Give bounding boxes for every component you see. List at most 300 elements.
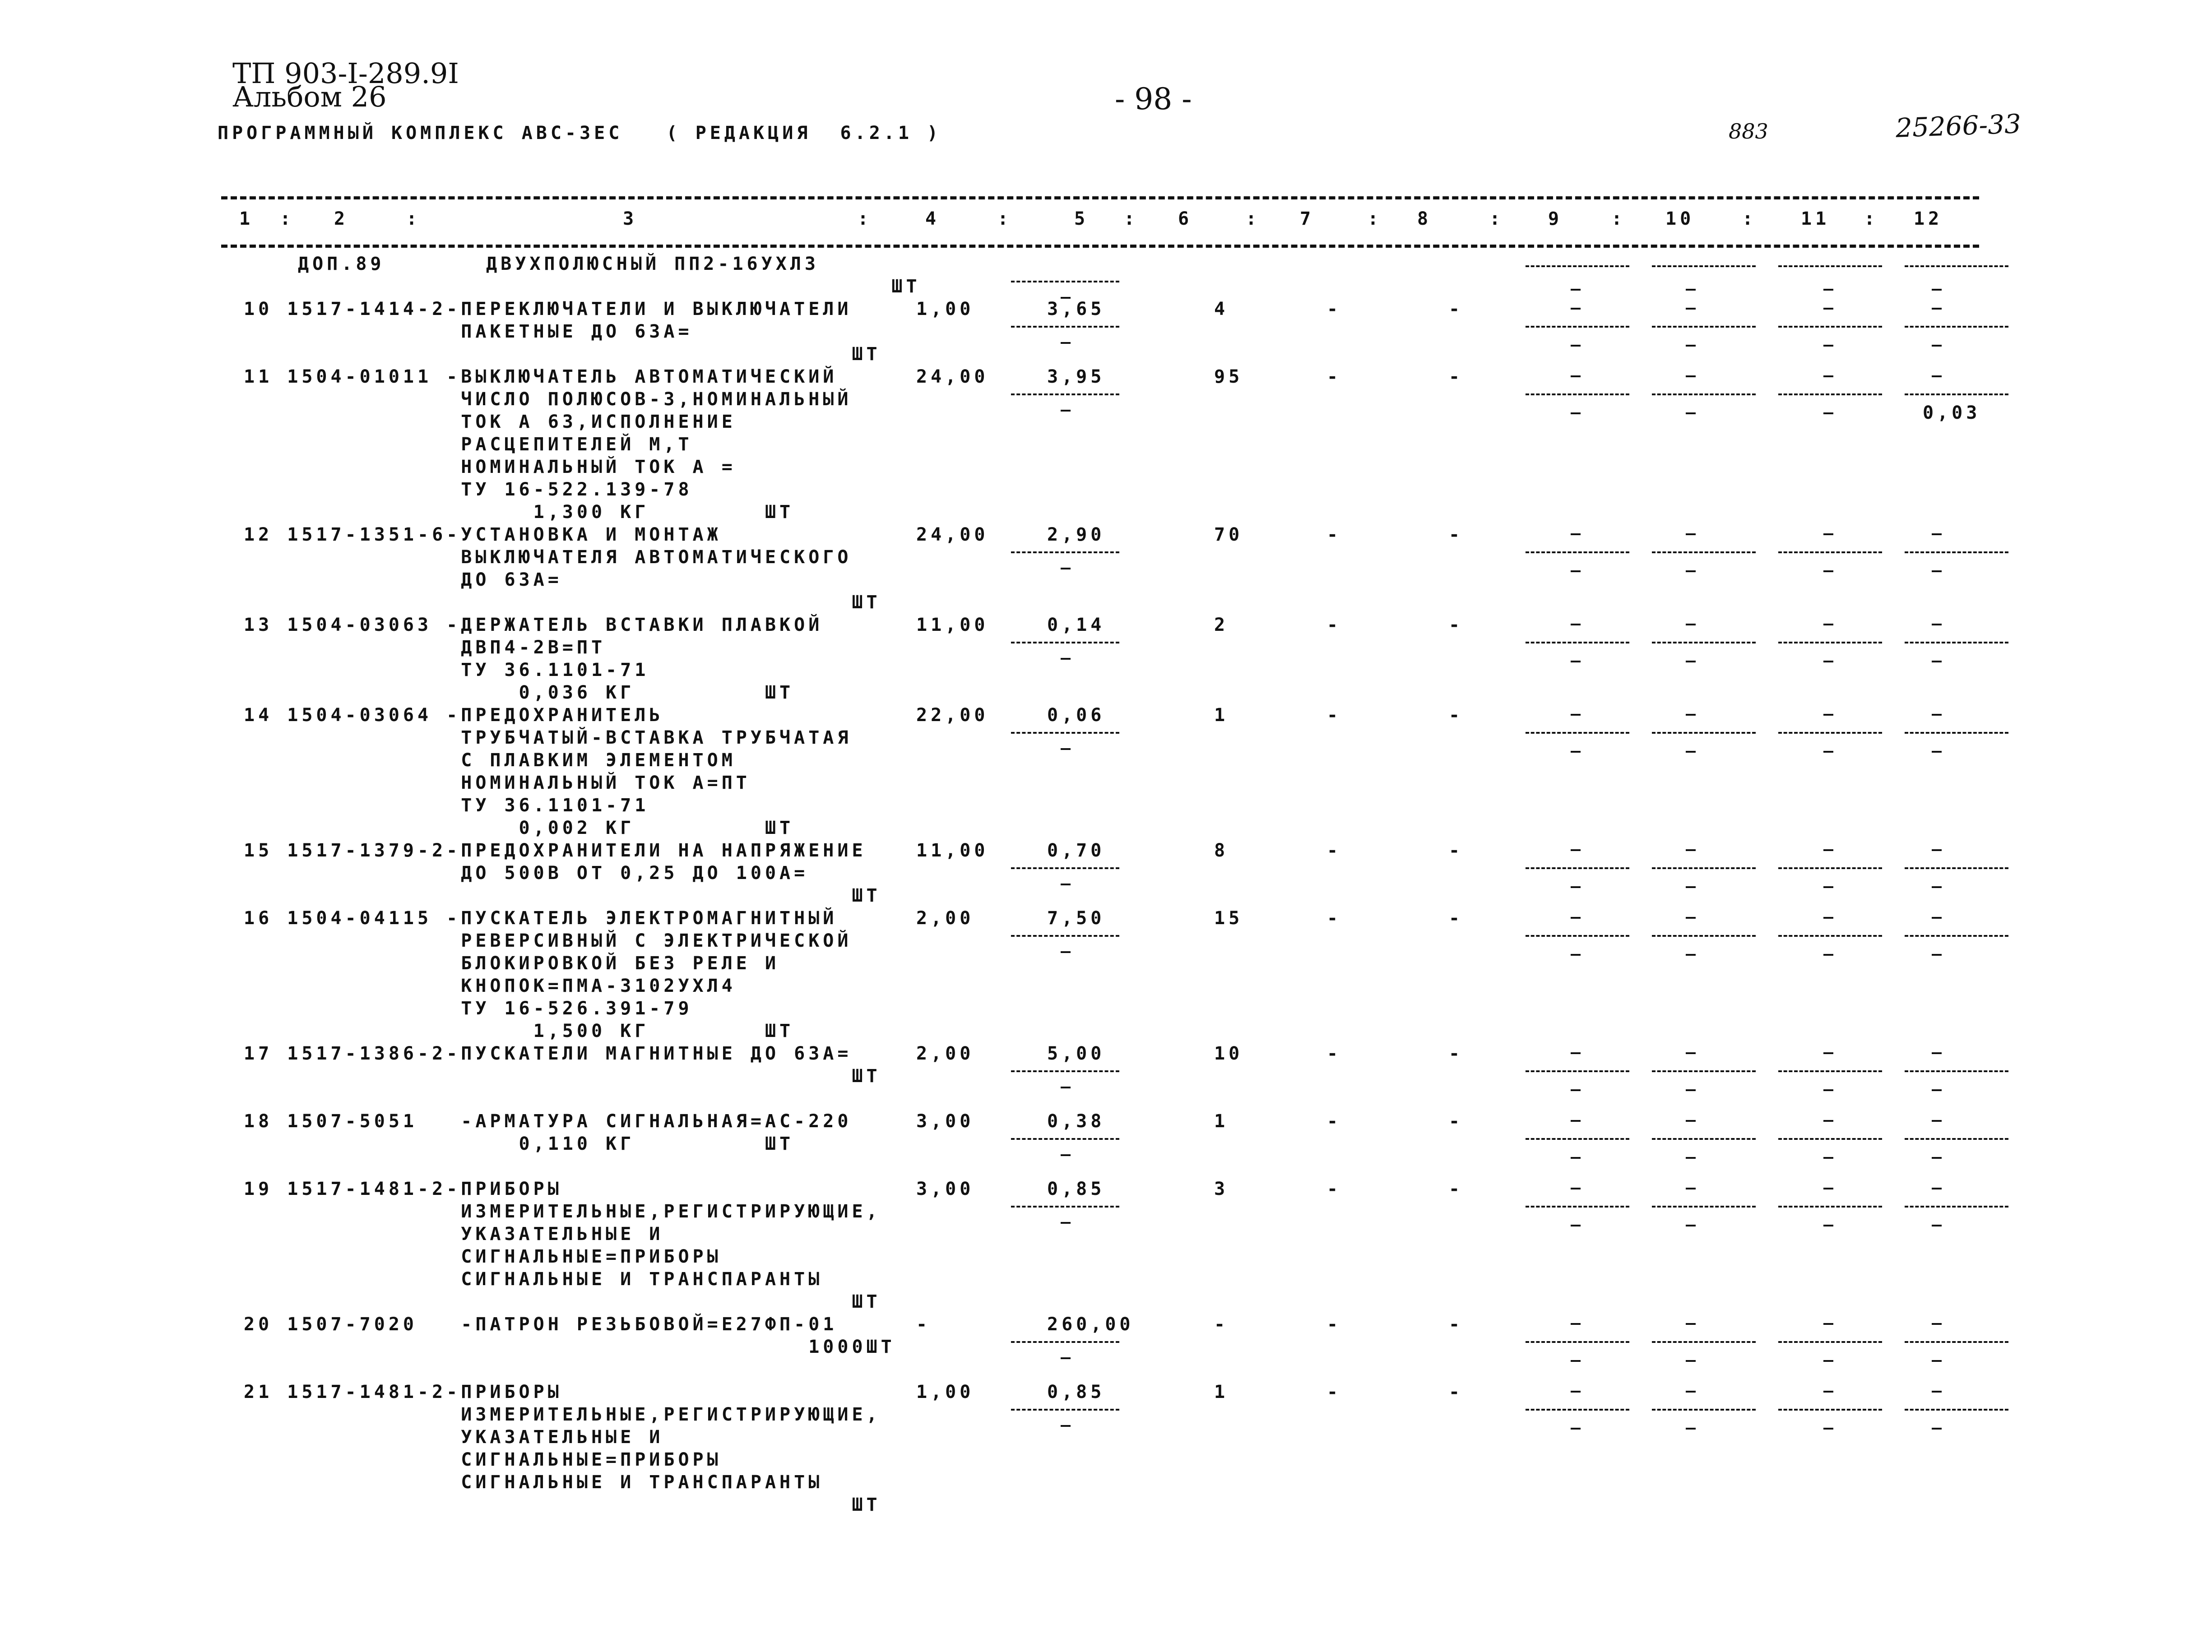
- dash-mark: [1686, 624, 1696, 625]
- dash-rule-segment: [1778, 265, 1882, 267]
- dash-mark: [1686, 1188, 1696, 1189]
- cell-c6: 8: [1214, 840, 1229, 861]
- dash-mark: [1571, 849, 1581, 851]
- dash-rule-segment: [1652, 1341, 1756, 1343]
- dash-rule-segment: [1652, 642, 1756, 643]
- dash-mark: [1686, 751, 1696, 753]
- dash-rule-segment: [1526, 1070, 1629, 1072]
- dash-mark: [1823, 1188, 1833, 1189]
- dash-mark: [1061, 1222, 1071, 1224]
- dash-rule-segment: [1905, 326, 2008, 328]
- cell-c7: -: [1327, 366, 1342, 387]
- dash-mark: [1932, 954, 1942, 956]
- dash-mark: [1932, 570, 1942, 572]
- dash-rule-segment: [1905, 642, 2008, 643]
- cell-c8: -: [1449, 908, 1464, 929]
- cell-c5: 5,00: [1047, 1043, 1105, 1064]
- dash-rule-segment: [1778, 326, 1882, 328]
- dash-rule-segment: [1905, 1409, 2008, 1411]
- cell-c8: -: [1449, 705, 1464, 726]
- cell-c4: 2,00: [916, 1043, 974, 1064]
- column-separator: :: [280, 208, 295, 229]
- dash-rule-segment: [1526, 732, 1629, 734]
- dash-rule-segment: [1526, 1138, 1629, 1140]
- row-description-line: 0,002 КГ ШТ: [244, 818, 794, 838]
- row-description: 17 1517-1386-2-ПУСКАТЕЛИ МАГНИТНЫЕ ДО 63А=: [244, 1043, 852, 1064]
- cell-c6: 15: [1214, 908, 1243, 929]
- dash-rule-segment: [1778, 867, 1882, 869]
- dash-mark: [1823, 751, 1833, 753]
- dash-mark: [1571, 345, 1581, 347]
- dash-mark: [1823, 1157, 1833, 1159]
- dash-mark: [1932, 1188, 1942, 1189]
- dash-mark: [1823, 624, 1833, 625]
- row-description: 12 1517-1351-6-УСТАНОВКА И МОНТАЖ: [244, 524, 722, 545]
- dash-mark: [1823, 954, 1833, 956]
- dash-mark: [1932, 886, 1942, 888]
- cell-c6: 3: [1214, 1179, 1229, 1199]
- dash-mark: [1571, 1120, 1581, 1122]
- cell-c7: -: [1327, 299, 1342, 319]
- cell-c7: -: [1327, 840, 1342, 861]
- cell-c4: 3,00: [916, 1179, 974, 1199]
- dash-mark: [1823, 1120, 1833, 1122]
- dash-mark: [1571, 1052, 1581, 1054]
- cell-c5: 3,95: [1047, 366, 1105, 387]
- cell-c7: -: [1327, 1382, 1342, 1402]
- dash-rule-segment: [1011, 1341, 1119, 1343]
- dash-mark: [1932, 1391, 1942, 1393]
- row-description-line: ВЫКЛЮЧАТЕЛЯ АВТОМАТИЧЕСКОГО: [244, 547, 852, 568]
- row-description-line: 1,500 КГ ШТ: [244, 1021, 794, 1041]
- dash-mark: [1932, 849, 1942, 851]
- cell-c4: 1,00: [916, 299, 974, 319]
- dash-mark: [1686, 1120, 1696, 1122]
- row-description-line: ШТ: [244, 885, 881, 906]
- dash-rule-segment: [1526, 1206, 1629, 1208]
- dash-mark: [1932, 714, 1942, 716]
- dash-mark: [1823, 412, 1833, 414]
- cell-c5: 3,65: [1047, 299, 1105, 319]
- dash-mark: [1823, 570, 1833, 572]
- row-description-line: ШТ: [298, 276, 921, 297]
- row-description-line: ТУ 16-522.139-78: [244, 479, 693, 500]
- dash-rule-segment: [1905, 1341, 2008, 1343]
- dash-mark: [1823, 1360, 1833, 1362]
- row-description: 18 1507-5051 -АРМАТУРА СИГНАЛЬНАЯ=АС-220: [244, 1111, 852, 1132]
- dash-mark: [1686, 661, 1696, 662]
- dash-rule-segment: [1526, 867, 1629, 869]
- cell-c8: -: [1449, 1314, 1464, 1335]
- cell-c8: -: [1449, 366, 1464, 387]
- dash-rule-segment: [1011, 1070, 1119, 1072]
- cell-c8: -: [1449, 615, 1464, 635]
- column-separator: :: [997, 208, 1012, 229]
- cell-c4: 11,00: [916, 615, 989, 635]
- dash-rule-segment: [1011, 326, 1119, 328]
- column-number: 12: [1914, 208, 1943, 229]
- dash-mark: [1823, 714, 1833, 716]
- dash-mark: [1932, 1089, 1942, 1091]
- column-separator: :: [1124, 208, 1139, 229]
- dash-mark: [1571, 886, 1581, 888]
- dash-mark: [1061, 410, 1071, 412]
- column-number: 2: [334, 208, 349, 229]
- row-description-line: НОМИНАЛЬНЫЙ ТОК А =: [244, 457, 736, 477]
- cell-c12: 0,03: [1923, 403, 1981, 423]
- dash-rule-segment: [1652, 551, 1756, 553]
- row-description: 10 1517-1414-2-ПЕРЕКЛЮЧАТЕЛИ И ВЫКЛЮЧАТЕЛИ: [244, 299, 852, 319]
- row-description-line: ПАКЕТНЫЕ ДО 63А=: [244, 321, 693, 342]
- dash-rule-segment: [1905, 1070, 2008, 1072]
- dash-rule-segment: [1778, 1070, 1882, 1072]
- cell-c7: -: [1327, 615, 1342, 635]
- dash-mark: [1932, 624, 1942, 625]
- row-description: 21 1517-1481-2-ПРИБОРЫ: [244, 1382, 562, 1402]
- dash-rule-segment: [1905, 732, 2008, 734]
- dash-rule-segment: [1011, 281, 1119, 282]
- dash-rule-segment: [1526, 1341, 1629, 1343]
- row-description-line: СИГНАЛЬНЫЕ И ТРАНСПАРАНТЫ: [244, 1472, 823, 1493]
- row-description-line: ШТ: [244, 592, 881, 613]
- row-description: ДОП.89 ДВУХПОЛЮСНЫЙ ПП2-16УХЛ3: [298, 254, 819, 274]
- dash-mark: [1686, 533, 1696, 535]
- dash-mark: [1061, 658, 1071, 660]
- dash-rule-segment: [1652, 1206, 1756, 1208]
- dash-rule-segment: [1011, 935, 1119, 937]
- dash-mark: [1823, 375, 1833, 377]
- row-description-line: РЕВЕРСИВНЫЙ С ЭЛЕКТРИЧЕСКОЙ: [244, 930, 852, 951]
- dash-rule-segment: [1652, 1070, 1756, 1072]
- cell-c7: -: [1327, 1043, 1342, 1064]
- dash-mark: [1686, 1360, 1696, 1362]
- dash-mark: [1823, 308, 1833, 310]
- row-description: 14 1504-03064 -ПРЕДОХРАНИТЕЛЬ: [244, 705, 664, 726]
- dash-mark: [1686, 1089, 1696, 1091]
- column-separator: :: [1611, 208, 1626, 229]
- cell-c4: 11,00: [916, 840, 989, 861]
- dash-mark: [1823, 917, 1833, 919]
- cell-c8: -: [1449, 840, 1464, 861]
- dash-mark: [1571, 1089, 1581, 1091]
- dash-mark: [1686, 886, 1696, 888]
- doc-code: ТП 903-I-289.9I: [232, 57, 459, 90]
- dash-mark: [1932, 1428, 1942, 1430]
- dash-mark: [1571, 751, 1581, 753]
- cell-c8: -: [1449, 1111, 1464, 1132]
- dash-rule-segment: [1011, 642, 1119, 643]
- cell-c5: 0,85: [1047, 1382, 1105, 1402]
- dash-mark: [1686, 412, 1696, 414]
- column-separator: :: [1368, 208, 1382, 229]
- cell-c5: 260,00: [1047, 1314, 1134, 1335]
- row-description-line: РАСЦЕПИТЕЛЕЙ М,Т: [244, 434, 693, 455]
- cell-c7: -: [1327, 1111, 1342, 1132]
- row-description-line: ТУ 16-526.391-79: [244, 998, 693, 1019]
- dash-rule-segment: [1011, 1138, 1119, 1140]
- cell-c6: 1: [1214, 1111, 1229, 1132]
- row-description-line: ИЗМЕРИТЕЛЬНЫЕ,РЕГИСТРИРУЮЩИЕ,: [244, 1404, 881, 1425]
- column-number: 9: [1548, 208, 1563, 229]
- dash-mark: [1823, 533, 1833, 535]
- row-description-line: С ПЛАВКИМ ЭЛЕМЕНТОМ: [244, 750, 736, 771]
- dash-mark: [1571, 1157, 1581, 1159]
- column-number: 5: [1074, 208, 1089, 229]
- dash-rule-segment: [1778, 642, 1882, 643]
- dash-mark: [1823, 1323, 1833, 1325]
- dash-rule-segment: [1652, 732, 1756, 734]
- dash-rule-segment: [1778, 551, 1882, 553]
- dash-mark: [1823, 849, 1833, 851]
- dash-mark: [1686, 345, 1696, 347]
- dash-mark: [1686, 1323, 1696, 1325]
- dash-mark: [1061, 1357, 1071, 1359]
- row-description-line: ШТ: [244, 1291, 881, 1312]
- dash-mark: [1571, 954, 1581, 956]
- dash-mark: [1686, 1225, 1696, 1226]
- dash-mark: [1061, 1425, 1071, 1427]
- dash-rule-segment: [1778, 393, 1882, 395]
- row-description-line: ТОК А 63,ИСПОЛНЕНИЕ: [244, 412, 736, 432]
- dash-rule-segment: [1011, 551, 1119, 553]
- dash-mark: [1686, 289, 1696, 291]
- column-number: 10: [1665, 208, 1695, 229]
- column-separator: :: [406, 208, 421, 229]
- dash-mark: [1686, 308, 1696, 310]
- row-description-line: КНОПОК=ПМА-3102УХЛ4: [244, 976, 736, 996]
- cell-c5: 7,50: [1047, 908, 1105, 929]
- dash-rule-segment: [1652, 326, 1756, 328]
- row-description-line: УКАЗАТЕЛЬНЫЕ И: [244, 1427, 664, 1448]
- row-description-line: 0,110 КГ ШТ: [244, 1134, 794, 1154]
- dash-rule-segment: [1652, 265, 1756, 267]
- dash-mark: [1686, 375, 1696, 377]
- cell-c6: 70: [1214, 524, 1243, 545]
- dash-mark: [1932, 308, 1942, 310]
- album-label: Альбом 26: [232, 80, 387, 113]
- dash-rule-segment: [1778, 935, 1882, 937]
- dash-mark: [1571, 308, 1581, 310]
- row-description: 13 1504-03063 -ДЕРЖАТЕЛЬ ВСТАВКИ ПЛАВКОЙ: [244, 615, 823, 635]
- dash-mark: [1932, 289, 1942, 291]
- dash-mark: [1061, 1087, 1071, 1088]
- dash-rule-segment: [1652, 935, 1756, 937]
- cell-c5: 2,90: [1047, 524, 1105, 545]
- dash-mark: [1061, 342, 1071, 344]
- dash-rule-segment: [1526, 642, 1629, 643]
- cell-c6: 2: [1214, 615, 1229, 635]
- dash-rule-segment: [1526, 1409, 1629, 1411]
- dash-mark: [1571, 375, 1581, 377]
- dash-mark: [1571, 1188, 1581, 1189]
- dash-mark: [1932, 345, 1942, 347]
- row-description-line: СИГНАЛЬНЫЕ=ПРИБОРЫ: [244, 1449, 722, 1470]
- dash-mark: [1571, 1391, 1581, 1393]
- cell-c6: 95: [1214, 366, 1243, 387]
- row-description-line: СИГНАЛЬНЫЕ=ПРИБОРЫ: [244, 1246, 722, 1267]
- dash-rule-segment: [1526, 326, 1629, 328]
- dash-mark: [1571, 570, 1581, 572]
- cell-c6: 4: [1214, 299, 1229, 319]
- sheet-code: 883: [1729, 119, 1768, 143]
- dash-mark: [1571, 1225, 1581, 1226]
- dash-rule-segment: [1905, 1206, 2008, 1208]
- dash-rule-segment: [1011, 1206, 1119, 1208]
- dash-mark: [1932, 1157, 1942, 1159]
- dash-mark: [1823, 345, 1833, 347]
- dash-mark: [1571, 714, 1581, 716]
- dash-mark: [1571, 289, 1581, 291]
- cell-c4: 1,00: [916, 1382, 974, 1402]
- dash-rule-segment: [1011, 393, 1119, 395]
- stamp-number: 25266-33: [1895, 108, 2022, 143]
- dash-rule-segment: [1905, 393, 2008, 395]
- dash-mark: [1823, 1089, 1833, 1091]
- dash-rule-segment: [1011, 732, 1119, 734]
- dash-rule-segment: [1652, 867, 1756, 869]
- cell-c6: 10: [1214, 1043, 1243, 1064]
- dash-rule-segment: [1778, 1138, 1882, 1140]
- row-description-line: НОМИНАЛЬНЫЙ ТОК А=ПТ: [244, 773, 751, 793]
- dash-rule-segment: [1905, 935, 2008, 937]
- dash-mark: [1686, 1391, 1696, 1393]
- row-description-line: ТРУБЧАТЫЙ-ВСТАВКА ТРУБЧАТАЯ: [244, 727, 852, 748]
- cell-c7: -: [1327, 908, 1342, 929]
- cell-c6: 1: [1214, 1382, 1229, 1402]
- row-description-line: ТУ 36.1101-71: [244, 795, 649, 816]
- dash-mark: [1823, 1052, 1833, 1054]
- row-description: 11 1504-01011 -ВЫКЛЮЧАТЕЛЬ АВТОМАТИЧЕСКИЙ: [244, 366, 838, 387]
- column-separator: :: [1489, 208, 1504, 229]
- dash-mark: [1686, 714, 1696, 716]
- table-top-rule: [221, 196, 1979, 199]
- column-separator: :: [1864, 208, 1879, 229]
- row-description-line: ИЗМЕРИТЕЛЬНЫЕ,РЕГИСТРИРУЮЩИЕ,: [244, 1201, 881, 1222]
- dash-mark: [1823, 1225, 1833, 1226]
- row-description-line: 1,300 КГ ШТ: [244, 502, 794, 523]
- cell-c4: 24,00: [916, 366, 989, 387]
- column-number: 7: [1300, 208, 1315, 229]
- dash-rule-segment: [1778, 732, 1882, 734]
- row-description-line: ШТ: [244, 344, 881, 365]
- dash-mark: [1061, 1154, 1071, 1156]
- cell-c6: 1: [1214, 705, 1229, 726]
- dash-mark: [1571, 533, 1581, 535]
- dash-mark: [1686, 917, 1696, 919]
- dash-mark: [1571, 1360, 1581, 1362]
- row-description-line: ТУ 36.1101-71: [244, 660, 649, 680]
- dash-mark: [1932, 1225, 1942, 1226]
- column-number: 4: [925, 208, 940, 229]
- cell-c8: -: [1449, 1179, 1464, 1199]
- dash-mark: [1061, 748, 1071, 750]
- column-number: 6: [1178, 208, 1193, 229]
- dash-rule-segment: [1526, 935, 1629, 937]
- dash-mark: [1823, 1428, 1833, 1430]
- cell-c7: -: [1327, 1314, 1342, 1335]
- dash-rule-segment: [1011, 867, 1119, 869]
- dash-mark: [1571, 917, 1581, 919]
- cell-c8: -: [1449, 1043, 1464, 1064]
- dash-mark: [1932, 917, 1942, 919]
- row-description-line: ДО 63А=: [244, 569, 562, 590]
- dash-mark: [1571, 624, 1581, 625]
- cell-c5: 0,70: [1047, 840, 1105, 861]
- cell-c5: 0,38: [1047, 1111, 1105, 1132]
- row-description-line: 0,036 КГ ШТ: [244, 682, 794, 703]
- dash-mark: [1932, 1360, 1942, 1362]
- column-number: 8: [1417, 208, 1432, 229]
- dash-mark: [1686, 954, 1696, 956]
- dash-rule-segment: [1011, 1409, 1119, 1411]
- page-number: - 98 -: [1115, 82, 1192, 116]
- dash-rule-segment: [1778, 1409, 1882, 1411]
- row-description-line: УКАЗАТЕЛЬНЫЕ И: [244, 1224, 664, 1245]
- cell-c8: -: [1449, 524, 1464, 545]
- column-number: 11: [1801, 208, 1830, 229]
- dash-mark: [1571, 661, 1581, 662]
- dash-mark: [1686, 1428, 1696, 1430]
- dash-rule-segment: [1652, 1409, 1756, 1411]
- dash-mark: [1932, 661, 1942, 662]
- dash-mark: [1571, 1428, 1581, 1430]
- program-title: ПРОГРАММНЫЙ КОМПЛЕКС АВС-ЗЕС ( РЕДАКЦИЯ 6.2.1 ): [218, 123, 942, 143]
- dash-rule-segment: [1778, 1206, 1882, 1208]
- dash-mark: [1823, 1391, 1833, 1393]
- dash-mark: [1932, 1323, 1942, 1325]
- dash-rule-segment: [1652, 393, 1756, 395]
- dash-mark: [1823, 661, 1833, 662]
- dash-mark: [1823, 289, 1833, 291]
- dash-mark: [1932, 375, 1942, 377]
- column-number: 1: [239, 208, 254, 229]
- dash-mark: [1061, 951, 1071, 953]
- dash-rule-segment: [1778, 1341, 1882, 1343]
- cell-c7: -: [1327, 1179, 1342, 1199]
- dash-mark: [1061, 568, 1071, 569]
- row-description-line: 1000ШТ: [244, 1337, 895, 1357]
- row-description: 19 1517-1481-2-ПРИБОРЫ: [244, 1179, 562, 1199]
- cell-c5: 0,06: [1047, 705, 1105, 726]
- cell-c4: -: [916, 1314, 931, 1335]
- column-separator: :: [858, 208, 872, 229]
- dash-mark: [1061, 297, 1071, 299]
- dash-rule-segment: [1905, 1138, 2008, 1140]
- column-separator: :: [1742, 208, 1757, 229]
- dash-mark: [1686, 570, 1696, 572]
- dash-mark: [1686, 849, 1696, 851]
- cell-c4: 22,00: [916, 705, 989, 726]
- dash-mark: [1571, 412, 1581, 414]
- cell-c8: -: [1449, 1382, 1464, 1402]
- dash-mark: [1932, 533, 1942, 535]
- dash-rule-segment: [1905, 867, 2008, 869]
- dash-rule-segment: [1526, 551, 1629, 553]
- column-number: 3: [623, 208, 638, 229]
- dash-mark: [1571, 1323, 1581, 1325]
- dash-rule-segment: [1905, 265, 2008, 267]
- cell-c7: -: [1327, 705, 1342, 726]
- row-description-line: ЧИСЛО ПОЛЮСОВ-3,НОМИНАЛЬНЫЙ: [244, 389, 852, 410]
- dash-rule-segment: [1526, 393, 1629, 395]
- dash-rule-segment: [1526, 265, 1629, 267]
- column-separator: :: [1246, 208, 1261, 229]
- dash-rule-segment: [1905, 551, 2008, 553]
- dash-mark: [1932, 1052, 1942, 1054]
- cell-c5: 0,85: [1047, 1179, 1105, 1199]
- row-description-line: ДВП4-2В=ПТ: [244, 637, 606, 658]
- cell-c4: 3,00: [916, 1111, 974, 1132]
